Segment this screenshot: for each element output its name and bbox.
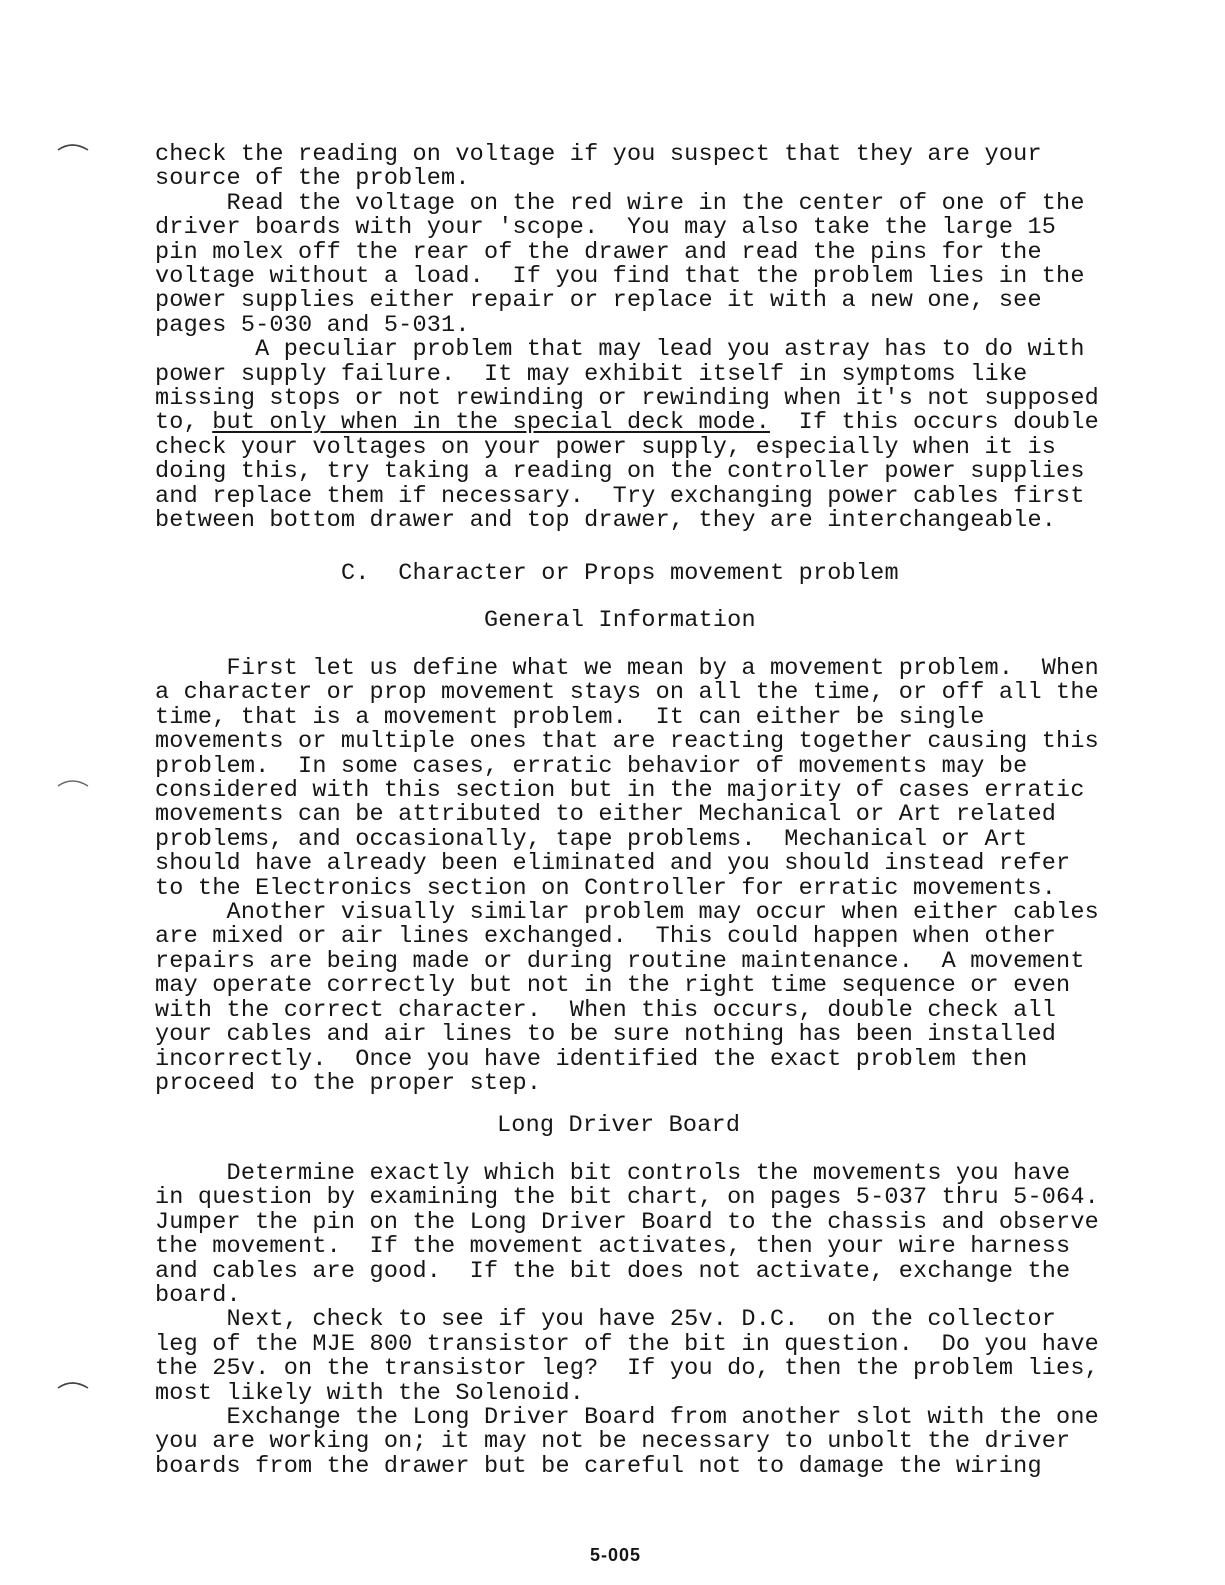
text-line: Exchange the Long Driver Board from another slot with the one (155, 1404, 1099, 1432)
text-line: and replace them if necessary. Try exchanging power cables first (155, 482, 1085, 510)
text-line: your cables and air lines to be sure nothing has been installed (155, 1021, 1057, 1049)
text-line: in question by examining the bit chart, on pages 5-037 thru 5-064. (155, 1184, 1099, 1212)
text-line: time, that is a movement problem. It can either be single (155, 703, 985, 731)
text-line: between bottom drawer and top drawer, they are interchangeable. (155, 507, 1057, 535)
text-fragment: If this occurs double (770, 409, 1099, 437)
text-line: power supply failure. It may exhibit itself in symptoms like (155, 360, 1028, 388)
paragraph-long-driver-board (155, 1162, 1115, 1479)
subheading-long-driver-board: Long Driver Board (497, 1112, 741, 1139)
page-number: 5-005 (590, 1545, 642, 1565)
text-line: Determine exactly which bit controls the movements you have (155, 1160, 1071, 1187)
text-line: considered with this section but in the majority of cases erratic (155, 777, 1085, 805)
text-line: boards from the drawer but be careful not to damage the wiring (155, 1452, 1042, 1480)
text-line: a character or prop movement stays on all the time, or off all the (155, 679, 1099, 707)
text-line: movements or multiple ones that are reacting together causing this (155, 728, 1099, 756)
text-line: most likely with the Solenoid. (155, 1379, 585, 1407)
binding-mark (56, 776, 90, 790)
text-line: you are working on; it may not be necessary to unbolt the driver (155, 1428, 1071, 1456)
text-line: incorrectly. Once you have identified the exact problem then (155, 1045, 1028, 1073)
text-line: pages 5-030 and 5-031. (155, 311, 470, 339)
text-line: board. (155, 1282, 241, 1310)
binding-mark (56, 140, 90, 154)
text-line: pin molex off the rear of the drawer and read the pins for the (155, 238, 1042, 266)
paragraph-general-information (155, 657, 1115, 1096)
text-line: Read the voltage on the red wire in the center of one of the (155, 189, 1085, 217)
text-line: power supplies either repair or replace it with a new one, see (155, 287, 1042, 315)
text-line: may operate correctly but not in the right time sequence or even (155, 972, 1071, 1000)
text-line: to the Electronics section on Controller for erratic movements. (155, 874, 1057, 902)
text-line: and cables are good. If the bit does not activate, exchange the (155, 1257, 1071, 1285)
text-line: A peculiar problem that may lead you astray has to do with (155, 336, 1085, 364)
text-line: source of the problem. (155, 165, 470, 193)
text-line: Another visually similar problem may occur when either cables (155, 899, 1099, 927)
text-line: Jumper the pin on the Long Driver Board to the chassis and observe (155, 1208, 1099, 1236)
text-line (155, 411, 1115, 435)
text-line: missing stops or not rewinding or rewinding when it's not supposed (155, 385, 1099, 413)
text-line: are mixed or air lines exchanged. This could happen when other (155, 923, 1057, 951)
text-line: repairs are being made or during routine maintenance. A movement (155, 947, 1085, 975)
underlined-text: but only when in the special deck mode. (212, 409, 771, 437)
text-line: leg of the MJE 800 transistor of the bit in question. Do you have (155, 1330, 1099, 1358)
text-line: First let us define what we mean by a movement problem. When (155, 655, 1099, 682)
text-line: Next, check to see if you have 25v. D.C. on the collector (155, 1306, 1057, 1334)
text-line: driver boards with your 'scope. You may also take the large 15 (155, 214, 1057, 242)
text-line: movements can be attributed to either Mechanical or Art related (155, 801, 1057, 829)
text-line: should have already been eliminated and you should instead refer (155, 850, 1071, 878)
text-line: the movement. If the movement activates, then your wire harness (155, 1233, 1071, 1261)
text-line: with the correct character. When this occurs, double check all (155, 996, 1057, 1024)
text-line: doing this, try taking a reading on the controller power supplies (155, 458, 1085, 486)
text-line: check the reading on voltage if you suspect that they are your (155, 141, 1042, 168)
text-line: proceed to the proper step. (155, 1069, 542, 1097)
binding-mark (56, 1378, 90, 1392)
text-line: problem. In some cases, erratic behavior of movements may be (155, 752, 1028, 780)
paragraph-power-check (155, 143, 1115, 534)
subheading-general-information: General Information (484, 607, 756, 634)
text-line: problems, and occasionally, tape problems. Mechanical or Art (155, 825, 1028, 853)
section-heading-c: C. Character or Props movement problem (341, 560, 899, 587)
text-line: the 25v. on the transistor leg? If you do, then the problem lies, (155, 1355, 1099, 1383)
text-line: check your voltages on your power supply, especially when it is (155, 433, 1057, 461)
text-fragment: to, (155, 409, 213, 437)
text-line: voltage without a load. If you find that the problem lies in the (155, 263, 1085, 291)
